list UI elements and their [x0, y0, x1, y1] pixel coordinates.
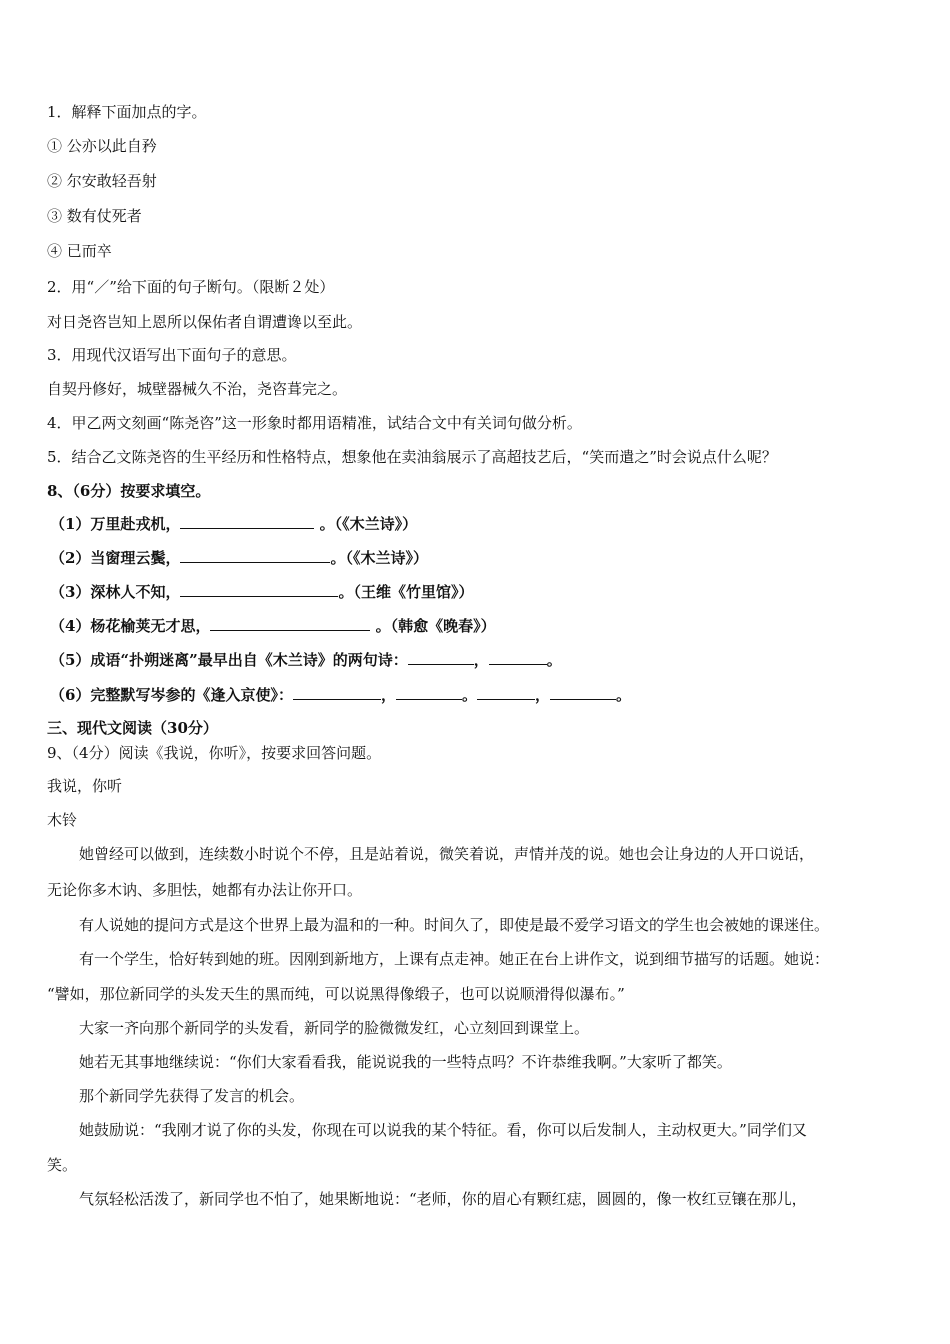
fill-item-2-suffix: 。（《木兰诗》） — [330, 549, 428, 567]
paragraph-line-10: 笑。 — [47, 1156, 78, 1174]
fill-item-6-prefix: （6）完整默写岑参的《逢入京使》： — [50, 686, 293, 704]
fill-blank-6d[interactable] — [550, 685, 616, 700]
fill-item-6-suffix: 。 — [616, 686, 632, 704]
question-1-item-4: ④ 已而卒 — [47, 242, 112, 260]
question-2-text: 对日尧咨岂知上恩所以保佑者自谓遭谗以至此。 — [47, 313, 363, 331]
paragraph-line-11: 气氛轻松活泼了，新同学也不怕了，她果断地说：“老师，你的眉心有颗红痣，圆圆的，像一枚红豆镶在那儿， — [79, 1190, 807, 1208]
article-title: 我说，你听 — [47, 777, 123, 795]
question-9: 9、（4分）阅读《我说，你听》，按要求回答问题。 — [47, 744, 382, 762]
fill-item-5-suffix: 。 — [546, 651, 562, 669]
fill-item-6-mid2: 。 — [461, 686, 477, 704]
fill-item-6 — [50, 685, 631, 705]
question-1-item-1: ① 公亦以此自矜 — [47, 137, 157, 155]
fill-item-1-prefix: （1）万里赴戎机， — [50, 515, 181, 533]
fill-blank-6b[interactable] — [396, 685, 462, 700]
fill-item-1 — [50, 514, 417, 534]
fill-blank-6c[interactable] — [477, 685, 535, 700]
fill-blank-2[interactable] — [180, 548, 330, 563]
fill-item-5-mid: ， — [473, 651, 489, 669]
question-3: 3．用现代汉语写出下面句子的意思。 — [47, 346, 297, 364]
fill-item-5-prefix: （5）成语“扑朔迷离”最早出自《木兰诗》的两句诗： — [50, 651, 408, 669]
fill-item-3-prefix: （3）深林人不知， — [50, 583, 181, 601]
paragraph-line-5: “譬如，那位新同学的头发天生的黑而纯，可以说黑得像缎子，也可以说顺滑得似瀑布。” — [47, 985, 625, 1003]
question-1: 1．解释下面加点的字。 — [47, 103, 207, 121]
question-2: 2．用“／”给下面的句子断句。（限断２处） — [47, 278, 335, 296]
question-5: 5．结合乙文陈尧咨的生平经历和性格特点，想象他在卖油翁展示了高超技艺后，“笑而遣之”时会说点什么呢？ — [47, 448, 777, 466]
section-3-title: 三、现代文阅读（30分） — [47, 719, 218, 737]
fill-item-6-mid3: ， — [534, 686, 550, 704]
article-author: 木铃 — [47, 811, 78, 829]
fill-blank-5b[interactable] — [489, 650, 547, 665]
fill-item-4-suffix: 。（韩愈《晚春》） — [370, 617, 496, 635]
fill-blank-3[interactable] — [180, 582, 338, 597]
fill-blank-1[interactable] — [180, 514, 314, 529]
fill-blank-6a[interactable] — [293, 685, 381, 700]
fill-item-6-mid1: ， — [380, 686, 396, 704]
question-4: 4．甲乙两文刻画“陈尧咨”这一形象时都用语精准，试结合文中有关词句做分析。 — [47, 414, 582, 432]
question-3-text: 自契丹修好，城壁器械久不治，尧咨葺完之。 — [47, 380, 348, 398]
fill-item-2-prefix: （2）当窗理云鬓， — [50, 549, 181, 567]
fill-item-1-suffix: 。（《木兰诗》） — [314, 515, 418, 533]
paragraph-line-3: 有人说她的提问方式是这个世界上最为温和的一种。时间久了，即使是最不爱学习语文的学生也会被她的课迷住。 — [79, 916, 830, 934]
fill-blank-5a[interactable] — [408, 650, 474, 665]
fill-item-5 — [50, 650, 562, 670]
fill-item-2 — [50, 548, 428, 568]
paragraph-line-2: 无论你多木讷、多胆怯，她都有办法让你开口。 — [47, 881, 363, 899]
paragraph-line-4: 有一个学生，恰好转到她的班。因刚到新地方，上课有点走神。她正在台上讲作文，说到细节描写的话题。她说： — [79, 950, 830, 968]
paragraph-line-6: 大家一齐向那个新同学的头发看，新同学的脸微微发红，心立刻回到课堂上。 — [79, 1019, 590, 1037]
fill-item-3-suffix: 。（王维《竹里馆》） — [338, 583, 474, 601]
fill-item-4-prefix: （4）杨花榆荚无才思， — [50, 617, 211, 635]
question-1-item-3: ③ 数有仗死者 — [47, 207, 142, 225]
fill-blank-4[interactable] — [210, 616, 370, 631]
section-8-title: 8、（6分）按要求填空。 — [47, 482, 211, 500]
paragraph-line-7: 她若无其事地继续说：“你们大家看看我，能说说我的一些特点吗？不许恭维我啊。”大家听了都笑。 — [79, 1053, 732, 1071]
fill-item-4 — [50, 616, 496, 636]
paragraph-line-9: 她鼓励说：“我刚才说了你的头发，你现在可以说我的某个特征。看，你可以后发制人，主动权更大。”同学们又 — [79, 1121, 807, 1139]
paragraph-line-8: 那个新同学先获得了发言的机会。 — [79, 1087, 305, 1105]
paragraph-line-1: 她曾经可以做到，连续数小时说个不停，且是站着说，微笑着说，声情并茂的说。她也会让身边的人开口说话， — [79, 845, 815, 863]
question-1-item-2: ② 尔安敢轻吾射 — [47, 172, 157, 190]
fill-item-3 — [50, 582, 473, 602]
